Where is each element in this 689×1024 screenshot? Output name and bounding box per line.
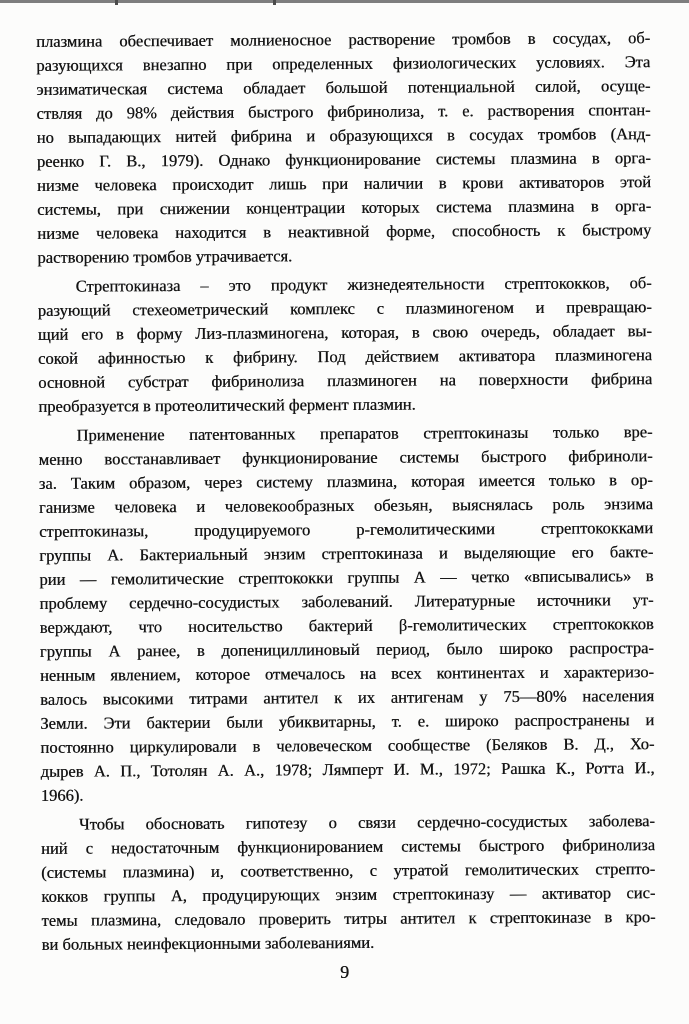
text-line: дырев А. П., Тотолян А. А., 1978; Лямперт И. М., 1972; Рашка К., Ротта И., — [40, 758, 655, 781]
text-line: группы А. Бактериальный энзим стрептокиназа и выделяющие его бакте- — [39, 542, 654, 565]
text-line: проблему сердечно-сосудистых заболеваний. Литературные источники ут- — [39, 590, 654, 613]
text-line: постоянно циркулировали в человеческом сообществе (Беляков В. Д., Хо- — [40, 734, 655, 757]
text-line: плазмина обеспечивает молниеносное растворение тромбов в сосудах, об- — [36, 28, 651, 51]
text-line: темы плазмина, следовало проверить титры антител к стрептокиназе в кро- — [41, 907, 656, 930]
text-line: группы А ранее, в допенициллиновый период, было широко распростра- — [39, 638, 654, 661]
text-line: растворению тромбов утрачивается. — [37, 246, 293, 267]
text-line: за. Таким образом, через систему плазмина, которая имеется только в ор- — [38, 470, 653, 493]
text-line: сокой афинностью к фибрину. Под действием активатора плазминогена — [37, 345, 653, 368]
scan-edge-artifact — [0, 0, 689, 3]
text-line: верждают, что носительство бактерий β-гемолитических стрептококков — [39, 614, 654, 637]
text-line: Чтобы обосновать гипотезу о связи сердечно-сосудистых заболева- — [78, 811, 655, 834]
text-line: рии — гемолитические стрептококки группы А — четко «вписывались» в — [39, 566, 654, 589]
paragraph — [36, 26, 651, 270]
text-line: (системы плазмина) и, соответственно, с утратой гемолитических стрепто- — [41, 859, 656, 882]
text-line: системы, при снижении концентрации которых система плазмина в орга- — [37, 196, 652, 219]
text-line: энзиматическая система обладает большой потенциальной силой, осуще- — [36, 76, 651, 99]
text-line: Применение патентованных препаратов стрептокиназы только вре- — [76, 422, 653, 445]
page-text — [36, 26, 656, 957]
text-line: основной субстрат фибринолиза плазминоген на поверхности фибрина — [38, 369, 653, 392]
text-line: кокков группы А, продуцирующих энзим стрептокиназу — активатор сис- — [41, 883, 656, 906]
text-line: Стрептокиназа – это продукт жизнедеятельности стрептококков, об- — [75, 273, 652, 296]
text-line: стрептокиназы, продуцируемого р-гемолитическими стрептококками — [39, 518, 654, 541]
text-line: но выпадающих нитей фибрина и образующихся в сосудах тромбов (Анд- — [36, 124, 651, 147]
scan-tick-mark — [273, 0, 276, 5]
text-line: Земли. Эти бактерии были убиквитарны, т. е. широко распространены и — [40, 710, 655, 733]
text-line: щий его в форму Лиз-плазминогена, которая, в свою очередь, обладает вы- — [37, 321, 652, 344]
text-line: 1966). — [40, 785, 84, 805]
text-line: ний с недостаточным функционированием системы быстрого фибринолиза — [40, 835, 656, 858]
paragraph — [38, 271, 653, 419]
text-line: валось высокими титрами антител к их антигенам у 75—80% населения — [40, 686, 655, 709]
scan-tick-mark — [115, 0, 118, 5]
text-line: низме человека происходит лишь при наличии в крови активаторов этой — [36, 172, 652, 195]
text-line: ви больных неинфекционными заболеваниями. — [41, 932, 375, 954]
text-line: преобразуется в протеолитический фермент плазмин. — [38, 394, 416, 416]
text-line: разующихся внезапно при определенных физиологических условиях. Эта — [36, 52, 651, 75]
paragraph — [41, 809, 656, 957]
text-line: ганизме человека и человекообразных обезьян, выяснялась роль энзима — [38, 494, 653, 517]
text-line: ствляя до 98% действия быстрого фибринолиза, т. е. растворения спонтан- — [36, 100, 651, 123]
text-line: разующий стехеометрический комплекс с плазминогеном и превращаю- — [37, 297, 652, 320]
paragraph — [38, 420, 654, 808]
text-line: ненным явлением, которое отмечалось на всех континентах и характеризо- — [39, 662, 654, 685]
text-line: менно восстанавливает функционирование системы быстрого фибриноли- — [38, 446, 653, 469]
text-line: реенко Г. В., 1979). Однако функционирование системы плазмина в орга- — [36, 148, 651, 171]
text-line: низме человека находится в неактивной форме, способность к быстрому — [37, 220, 652, 243]
page-number: 9 — [340, 962, 349, 982]
